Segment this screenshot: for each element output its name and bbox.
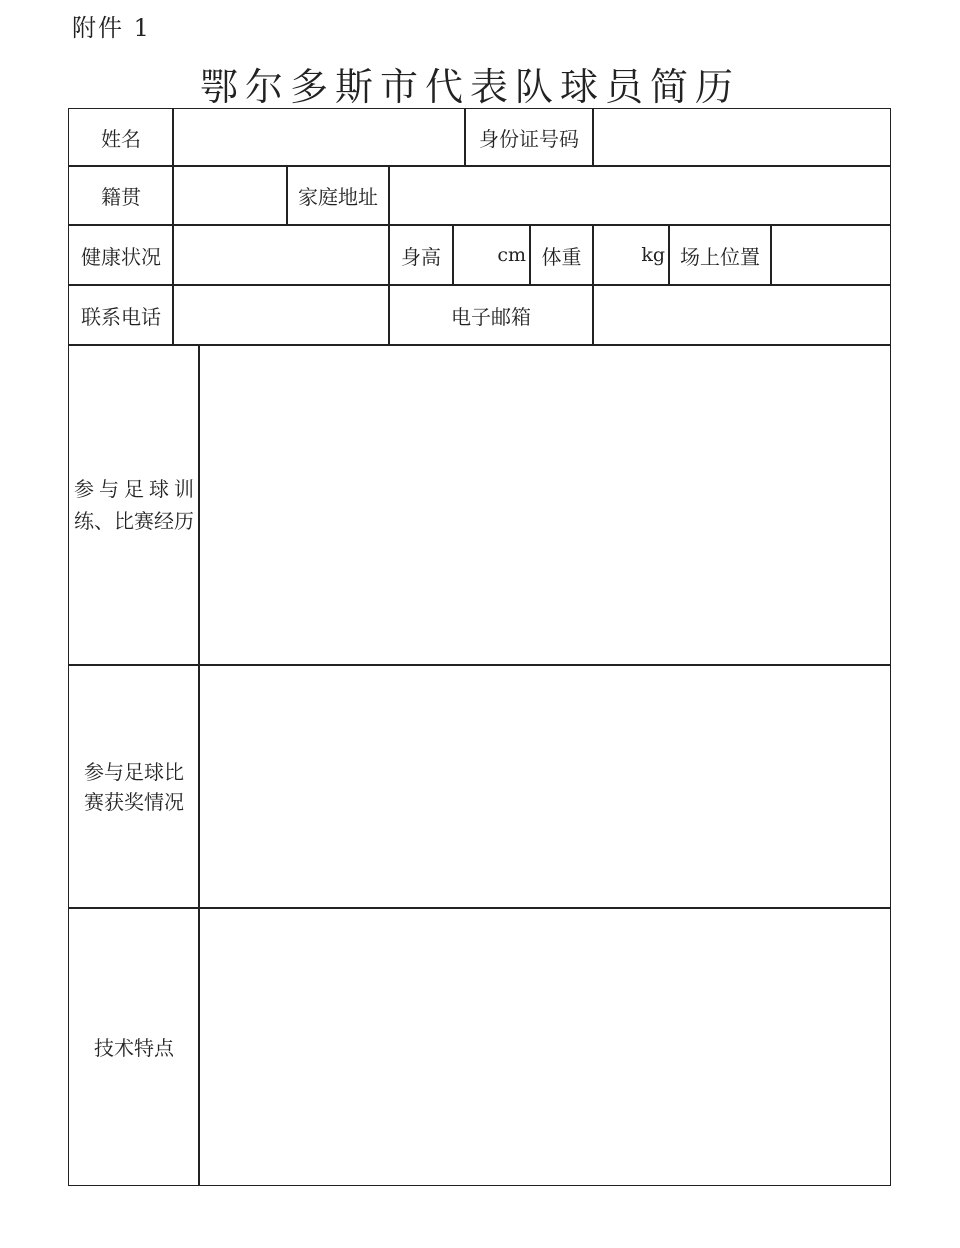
id-number-field[interactable]: [592, 108, 891, 167]
home-address-label: 家庭地址: [286, 165, 390, 226]
awards-label: [68, 664, 200, 909]
id-number-label: 身份证号码: [464, 108, 594, 167]
awards-label-line2: 赛获奖情况: [84, 789, 184, 814]
health-label: 健康状况: [68, 224, 174, 286]
skills-field[interactable]: [198, 907, 891, 1186]
name-field[interactable]: [172, 108, 466, 167]
email-field[interactable]: [592, 284, 891, 346]
home-address-field[interactable]: [388, 165, 891, 226]
position-field[interactable]: [770, 224, 891, 286]
training-history-label: [68, 344, 200, 666]
phone-field[interactable]: [172, 284, 390, 346]
name-label: 姓名: [68, 108, 174, 167]
native-place-field[interactable]: [172, 165, 288, 226]
training-history-label-line1: 参与足球训: [74, 477, 194, 501]
training-history-label-line2: 练、比赛经历: [74, 509, 194, 533]
email-label: 电子邮箱: [388, 284, 594, 346]
position-label: 场上位置: [668, 224, 772, 286]
height-label: 身高: [388, 224, 454, 286]
weight-label: 体重: [529, 224, 594, 286]
training-history-field[interactable]: [198, 344, 891, 666]
health-field[interactable]: [172, 224, 390, 286]
phone-label: 联系电话: [68, 284, 174, 346]
attachment-label: 附件 1: [72, 14, 151, 42]
skills-label: 技术特点: [68, 907, 200, 1186]
native-place-label: 籍贯: [68, 165, 174, 226]
awards-label-line1: 参与足球比: [84, 759, 184, 784]
awards-field[interactable]: [198, 664, 891, 909]
page-title: 鄂尔多斯市代表队球员简历: [200, 65, 741, 109]
height-field[interactable]: cm: [452, 224, 531, 286]
weight-field[interactable]: kg: [592, 224, 670, 286]
